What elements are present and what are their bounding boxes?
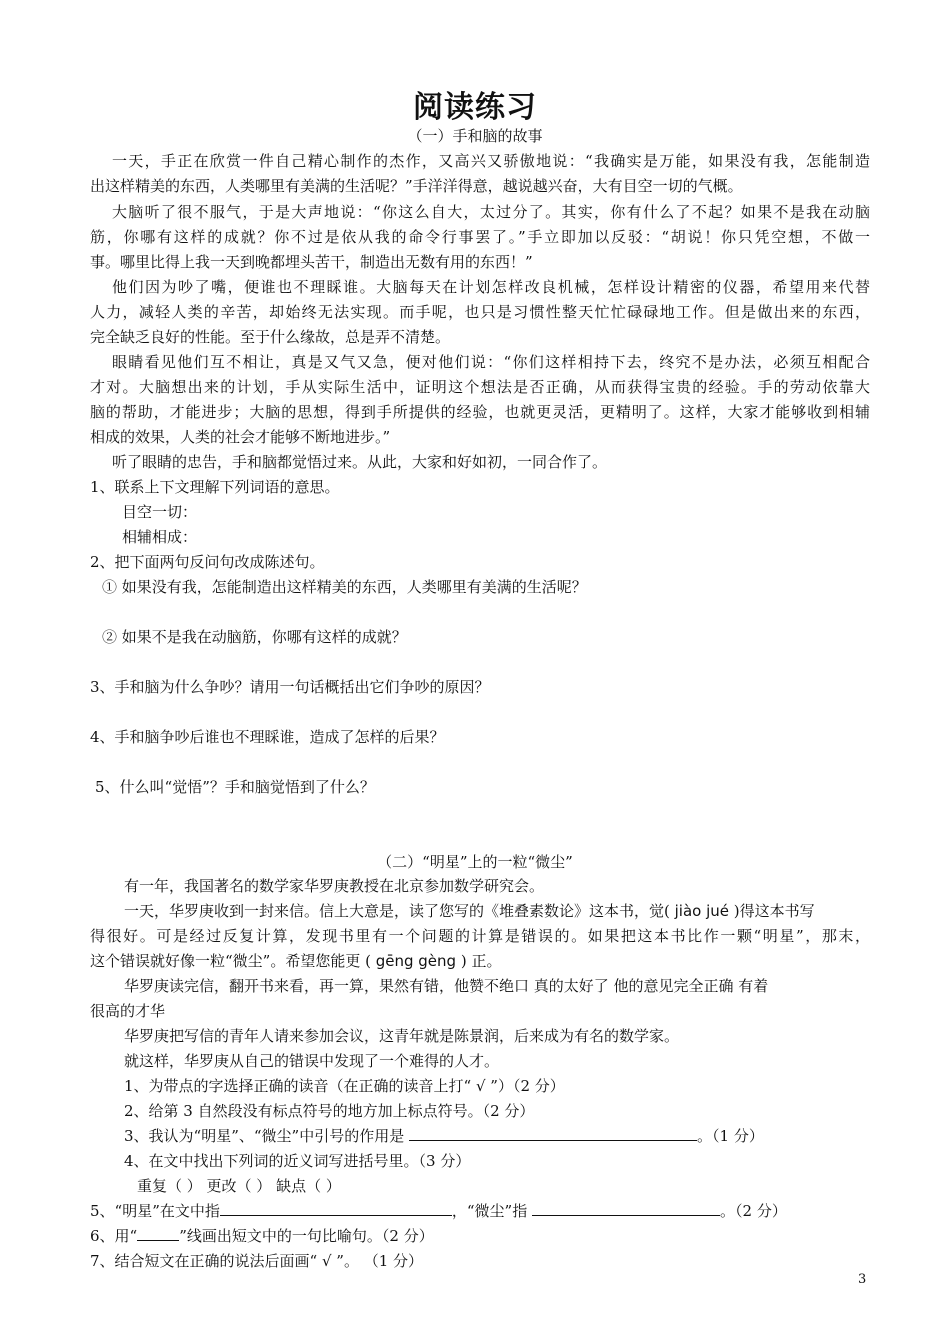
answer-blank-mingxing[interactable] <box>220 1200 452 1216</box>
s1-p1-line2: 出这样精美的东西，人类哪里有美满的生活呢？”手洋洋得意，越说越兴奋，大有目空一切的气概。 <box>90 177 743 195</box>
s2-p2-text: 一天，华罗庚收到一封来信。信上大意是，读了您写的《堆叠素数论》这本书，觉( <box>124 902 670 920</box>
s1-question-3: 3、手和脑为什么争吵？请用一句话概括出它们争吵的原因？ <box>90 678 490 696</box>
s2-p2-line3 <box>90 949 870 973</box>
underline-sample <box>137 1225 179 1241</box>
pinyin-options-jue: jiào jué <box>669 902 734 920</box>
answer-blank-weichen[interactable] <box>532 1200 720 1216</box>
s2-question-1: 1、为带点的字选择正确的读音（在正确的读音上打“ √ ”）（2 分） <box>124 1077 565 1095</box>
page-number: 3 <box>858 1272 867 1287</box>
s2-question-4: 4、在文中找出下列词的近义词写进括号里。（3 分） <box>124 1152 471 1170</box>
s1-p5: 听了眼睛的忠告，手和脑都觉悟过来。从此，大家和好如初，一同合作了。 <box>112 453 608 471</box>
s1-question-2b: ② 如果不是我在动脑筋，你哪有这样的成就？ <box>102 628 407 646</box>
s1-question-1: 1、联系上下文理解下列词语的意思。 <box>90 478 340 496</box>
s1-p4-line4: 相成的效果，人类的社会才能够不断地进步。” <box>90 428 391 446</box>
s1-p1-line1: 一天，手正在欣赏一件自己精心制作的杰作，又高兴又骄傲地说：“我确实是万能，如果没有我，怎能制造 <box>112 152 870 170</box>
s2-question-3-text: 3、我认为“明星”、“微尘”中引号的作用是 <box>124 1127 405 1145</box>
section1-heading: （一）手和脑的故事 <box>407 127 543 145</box>
s2-question-6-end: ”线画出短文中的一句比喻句。（2 分） <box>179 1227 434 1245</box>
s1-question-4: 4、手和脑争吵后谁也不理睬谁，造成了怎样的后果？ <box>90 728 445 746</box>
s1-p4-line3: 脑的帮助，才能进步；大脑的思想，得到手所提供的经验，也就更灵活，更精明了。这样，大家才能够收到相辅 <box>90 403 870 421</box>
s2-p2-line3-text: 这个错误就好像一粒“微尘”。希望您能更 ( <box>90 952 371 970</box>
page-title: 阅读练习 <box>413 90 537 125</box>
s2-p4: 华罗庚把写信的青年人请来参加会议，这青年就是陈景润，后来成为有名的数学家。 <box>124 1027 680 1045</box>
s2-question-3 <box>124 1124 904 1148</box>
s2-question-3-end: 。（1 分） <box>697 1127 764 1145</box>
s2-p3-line1: 华罗庚读完信，翻开书来看，再一算，果然有错，他赞不绝口 真的太好了 他的意见完全正确 有着 <box>124 977 769 995</box>
s2-question-5 <box>90 1199 870 1223</box>
s2-question-5-end: 。（2 分） <box>720 1202 787 1220</box>
s2-question-2: 2、给第 3 自然段没有标点符号的地方加上标点符号。（2 分） <box>124 1102 535 1120</box>
s2-question-5-text: 5、“明星”在文中指 <box>90 1202 220 1220</box>
s2-question-4-items: 重复（ ） 更改（ ） 缺点（ ） <box>137 1177 341 1195</box>
s1-question-5: 5、什么叫“觉悟”？手和脑觉悟到了什么？ <box>95 778 375 796</box>
s2-question-5-mid: ，“微尘”指 <box>451 1202 528 1220</box>
s1-p3-line2: 人力，减轻人类的辛苦，却始终无法实现。而手呢，也只是习惯性整天忙忙碌碌地工作。但是做出来的东西， <box>90 303 870 321</box>
pinyin-options-geng: gēng gèng <box>370 952 461 970</box>
section2-heading: （二）“明星”上的一粒“微尘” <box>377 853 573 871</box>
s2-p3-line2: 很高的才华 <box>90 1002 166 1020</box>
s2-p5: 就这样，华罗庚从自己的错误中发现了一个难得的人才。 <box>124 1052 500 1070</box>
s1-p3-line3: 完全缺乏良好的性能。至于什么缘故，总是弄不清楚。 <box>90 328 451 346</box>
s2-p2-line3-end: ) 正。 <box>460 952 502 970</box>
s1-question-2a: ① 如果没有我，怎能制造出这样精美的东西，人类哪里有美满的生活呢？ <box>102 578 587 596</box>
s1-p3-line1: 他们因为吵了嘴，便谁也不理睬谁。大脑每天在计划怎样改良机械，怎样设计精密的仪器，希望用来代替 <box>112 278 870 296</box>
s2-question-6-text: 6、用“ <box>90 1227 138 1245</box>
s1-question-2: 2、把下面两句反问句改成陈述句。 <box>90 553 325 571</box>
s2-p2-line2: 得很好。可是经过反复计算，发现书里有一个问题的计算是错误的。如果把这本书比作一颗“明星”，那末， <box>90 927 870 945</box>
answer-blank-quotes[interactable] <box>409 1125 697 1141</box>
s1-p2-line2: 筋，你哪有这样的成就？你不过是依从我的命令行事罢了。”手立即加以反驳：“胡说！你只凭空想，不做一 <box>90 228 870 246</box>
s2-p2-line1 <box>124 899 870 923</box>
s2-p2-text-end: )得这本书写 <box>733 902 815 920</box>
s1-p2-line1: 大脑听了很不服气，于是大声地说：“你这么自大，太过分了。其实，你有什么了不起？如果不是我在动脑 <box>112 203 870 221</box>
s1-question-1a: 目空一切： <box>122 503 198 521</box>
s1-question-1b: 相辅相成： <box>122 528 198 546</box>
s1-p2-line3: 事。哪里比得上我一天到晚都埋头苦干，制造出无数有用的东西！” <box>90 253 533 271</box>
s2-question-7: 7、结合短文在正确的说法后面画“ √ ”。 （1 分） <box>90 1252 424 1270</box>
s2-p1: 有一年，我国著名的数学家华罗庚教授在北京参加数学研究会。 <box>124 877 545 895</box>
s1-p4-line1: 眼睛看见他们互不相让，真是又气又急，便对他们说：“你们这样相持下去，终究不是办法，必须互相配合 <box>112 353 870 371</box>
s2-question-6 <box>90 1224 870 1248</box>
s1-p4-line2: 才对。大脑想出来的计划，手从实际生活中，证明这个想法是否正确，从而获得宝贵的经验。手的劳动依靠大 <box>90 378 870 396</box>
